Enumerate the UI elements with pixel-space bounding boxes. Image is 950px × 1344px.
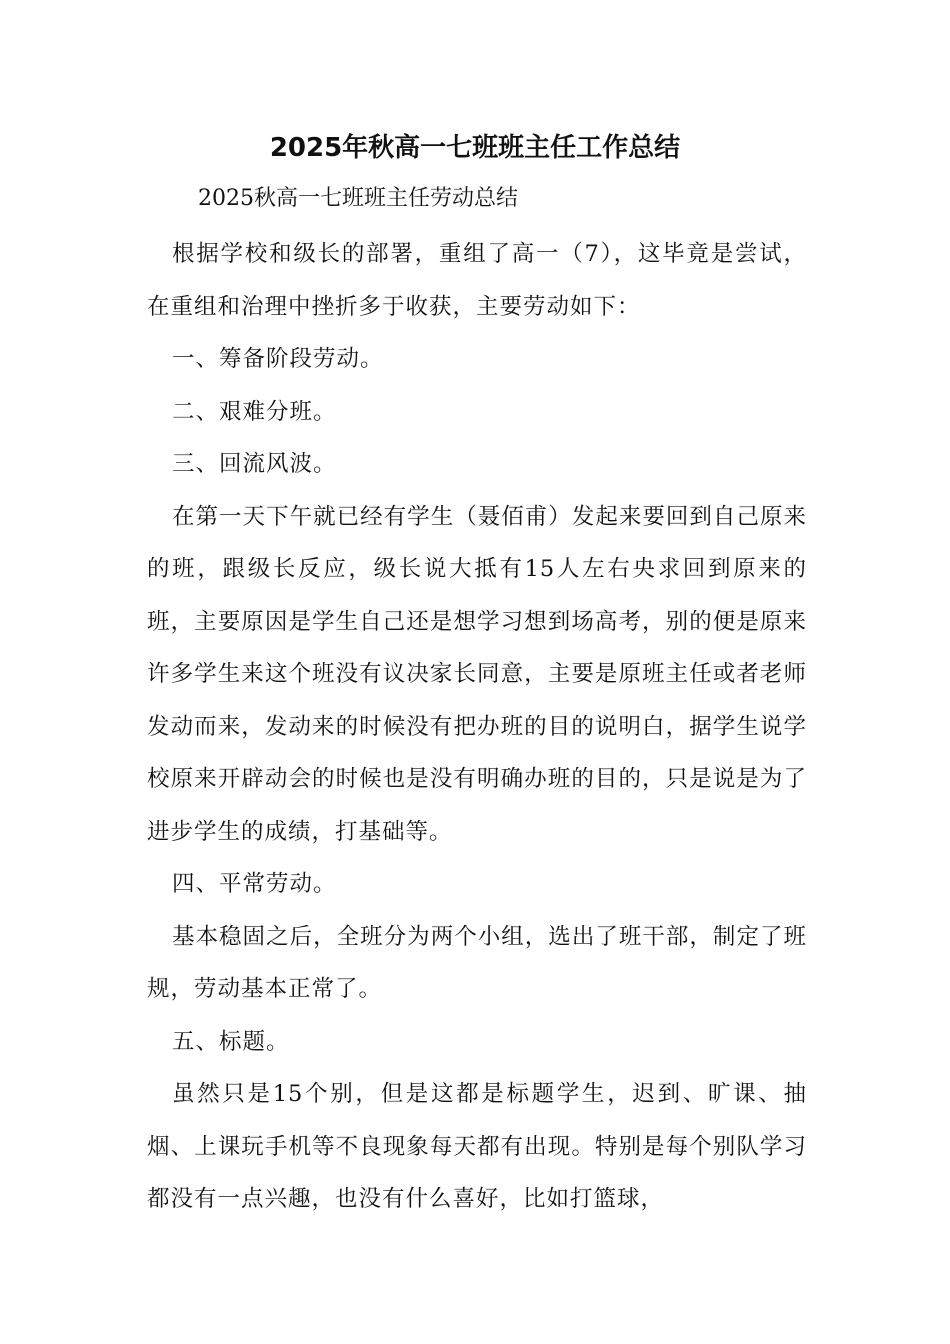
paragraph: 虽然只是15个别，但是这都是标题学生，迟到、旷课、抽烟、上课玩手机等不良现象每天都有出现。特别是每个别队学习都没有一点兴趣，也没有什么喜好，比如打篮球， bbox=[147, 1081, 807, 1212]
section-heading-2: 二、艰难分班。 bbox=[172, 398, 337, 425]
document-title: 2025年秋高一七班班主任工作总结 bbox=[269, 133, 681, 163]
document-subtitle: 2025秋高一七班班主任劳动总结 bbox=[198, 186, 518, 211]
section-heading-5: 五、标题。 bbox=[172, 1028, 290, 1055]
section-heading-1: 一、筹备阶段劳动。 bbox=[172, 346, 384, 372]
paragraph: 在第一天下午就已经有学生（聂佰甫）发起来要回到自己原来的班，跟级长反应，级长说大抵有15人左右央求回到原来的班，主要原因是学生自己还是想学习想到场高考，别的便是原来许多学生来这个班没有议决家长同意，主要是原班主任或者老师发动而来，发动来的时候没有把办班的目的说明白，据学生说学校原来开辟动会的时候也是没有明确办班的目的，只是说是为了进步学生的成绩，打基础等。 bbox=[147, 503, 807, 845]
paragraph: 基本稳固之后，全班分为两个小组，选出了班干部，制定了班规，劳动基本正常了。 bbox=[147, 923, 807, 1002]
section-heading-3: 三、回流风波。 bbox=[172, 451, 337, 477]
section-heading-4: 四、平常劳动。 bbox=[172, 871, 337, 897]
paragraph: 根据学校和级长的部署，重组了高一（7），这毕竟是尝试，在重组和治理中挫折多于收获，主要劳动如下： bbox=[147, 241, 807, 320]
document-body bbox=[147, 228, 807, 1226]
